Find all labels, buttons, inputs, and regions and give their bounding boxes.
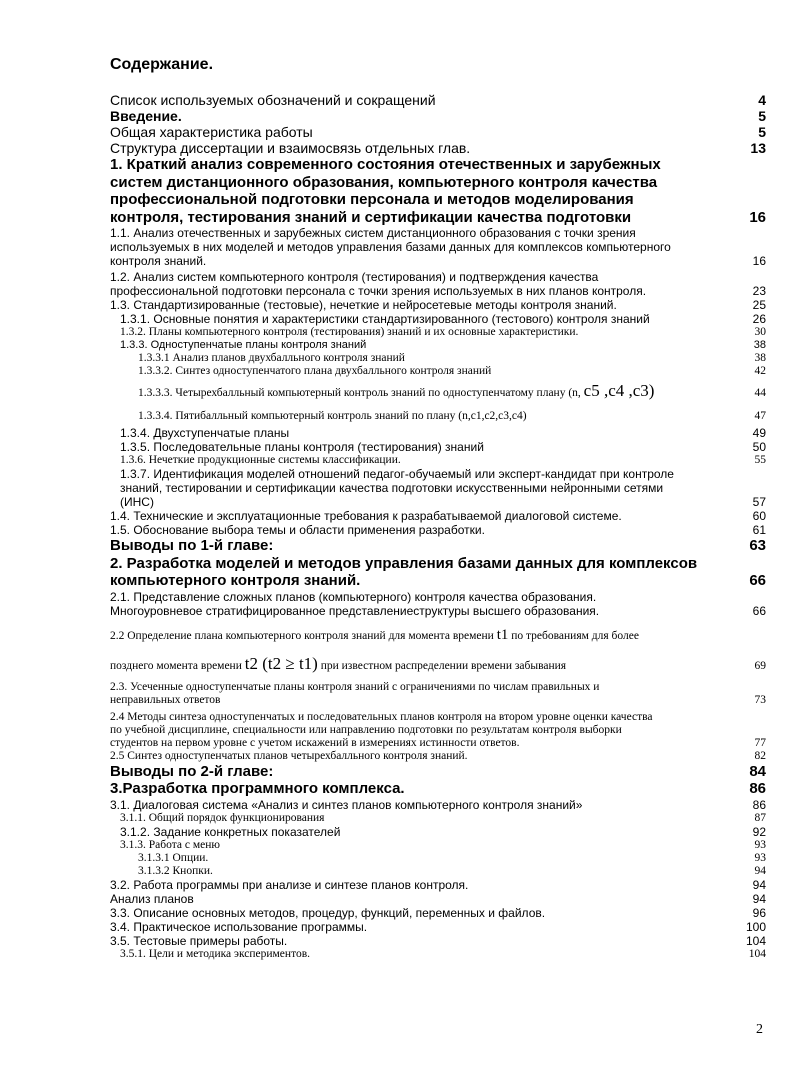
entry-page: 104 bbox=[745, 933, 766, 948]
toc-chapter-2[interactable] bbox=[110, 555, 766, 590]
toc-chapter-1[interactable] bbox=[110, 156, 766, 226]
entry-title: неправильных ответов bbox=[110, 693, 221, 706]
toc-chapter-3[interactable] bbox=[110, 780, 766, 798]
entry-line: 2. Разработка моделей и методов управления базами данных для комплексов bbox=[110, 554, 698, 572]
entry-title: 3.5. Тестовые примеры работы. bbox=[110, 933, 288, 948]
toc-conclusions-2[interactable] bbox=[110, 763, 766, 781]
entry-page: 60 bbox=[752, 509, 766, 523]
toc-entry[interactable] bbox=[120, 339, 766, 352]
toc-heading: Содержание. bbox=[110, 56, 214, 73]
entry-title: профессиональной подготовки персонала с точки зрения используемых в них планов контроля. bbox=[110, 284, 647, 298]
toc-entry[interactable] bbox=[110, 750, 766, 763]
entry-line: знаний, тестировании и сертификации качества подготовки искусственными нейронными сетями bbox=[120, 481, 664, 495]
entry-page: 49 bbox=[752, 426, 766, 440]
entry-page: 94 bbox=[752, 891, 766, 906]
toc-entry[interactable] bbox=[110, 878, 766, 892]
entry-page: 100 bbox=[745, 919, 766, 934]
toc-entry[interactable] bbox=[110, 906, 766, 920]
toc-entry[interactable] bbox=[110, 270, 766, 298]
entry-title: 1.4. Технические и эксплуатационные требования к разрабатываемой диалоговой системе. bbox=[110, 509, 622, 523]
entry-line: 1.3.7. Идентификация моделей отношений педагог-обучаемый или эксперт-кандидат при контроле bbox=[120, 467, 674, 481]
toc-entry[interactable] bbox=[110, 920, 766, 934]
entry-title: Многоуровневое стратифицированное представлениеструктуры высшего образования. bbox=[110, 603, 600, 618]
entry-title: 3.5.1. Цели и методика экспериментов. bbox=[120, 947, 310, 960]
toc-entry[interactable] bbox=[138, 406, 766, 426]
entry-page: 23 bbox=[752, 284, 766, 298]
formula: t2 (t2 ≥ t1) bbox=[244, 653, 318, 673]
entry-page: 42 bbox=[754, 365, 766, 377]
toc-entry[interactable] bbox=[110, 298, 766, 312]
formula: (n,c1,c2,c3,c4) bbox=[458, 410, 527, 422]
toc-entry[interactable] bbox=[120, 312, 766, 326]
toc-entry[interactable] bbox=[120, 825, 766, 839]
entry-title: (ИНС) bbox=[120, 495, 154, 509]
entry-page: 92 bbox=[752, 824, 766, 839]
toc-entry[interactable] bbox=[120, 326, 766, 339]
entry-title bbox=[110, 649, 566, 681]
entry-title: Структура диссертации и взаимосвязь отдельных глав. bbox=[110, 140, 471, 156]
entry-title: 1.3. Стандартизированные (тестовые), нечеткие и нейросетевые методы контроля знаний. bbox=[110, 298, 617, 312]
entry-title: 1.3.4. Двухступенчатые планы bbox=[120, 426, 290, 440]
entry-page: 96 bbox=[752, 905, 766, 920]
page-number: 2 bbox=[756, 1022, 763, 1037]
entry-title: Выводы по 1-й главе: bbox=[110, 537, 274, 554]
entry-page: 94 bbox=[754, 864, 766, 877]
entry-title: 3.1.3.1 Опции. bbox=[138, 851, 209, 864]
entry-title: 1.5. Обоснование выбора темы и области применения разработки. bbox=[110, 523, 485, 537]
entry-line: 2.1. Представление сложных планов (компьютерного) контроля качества образования. bbox=[110, 589, 597, 604]
entry-title: студентов на первом уровне с учетом искажений в измерениях истинности ответов. bbox=[110, 736, 520, 749]
entry-page: 5 bbox=[758, 108, 766, 124]
entry-page: 104 bbox=[748, 947, 766, 960]
entry-page: 5 bbox=[758, 124, 766, 140]
entry-text: позднего момента времени bbox=[110, 659, 242, 672]
toc-entry[interactable] bbox=[110, 681, 766, 707]
entry-text: по требованиям для более bbox=[511, 629, 639, 642]
entry-page: 77 bbox=[754, 736, 766, 749]
toc-entry[interactable] bbox=[110, 108, 766, 124]
entry-page: 87 bbox=[754, 811, 766, 824]
entry-text: 2.2 Определение плана компьютерного контроля знаний для момента времени bbox=[110, 629, 494, 642]
entry-page: 38 bbox=[753, 339, 766, 351]
entry-page: 38 bbox=[754, 352, 766, 364]
entry-page: 69 bbox=[754, 659, 766, 672]
toc-entry[interactable] bbox=[110, 92, 766, 108]
toc-entry[interactable] bbox=[120, 812, 766, 825]
toc-entry[interactable] bbox=[110, 892, 766, 906]
toc-entry[interactable] bbox=[138, 852, 766, 865]
entry-page: 61 bbox=[752, 523, 766, 537]
entry-page: 57 bbox=[752, 495, 766, 509]
entry-line: 1.1. Анализ отечественных и зарубежных систем дистанционного образования с точки зрения bbox=[110, 226, 636, 240]
entry-title: 1.3.1. Основные понятия и характеристики стандартизированного (тестового) контроля знаний bbox=[120, 312, 650, 326]
entry-page: 47 bbox=[754, 410, 766, 422]
toc-entry[interactable] bbox=[110, 140, 766, 156]
entry-title: компьютерного контроля знаний. bbox=[110, 572, 361, 589]
entry-line: используемых в них моделей и методов управления базами данных для комплексов компьютерного bbox=[110, 240, 671, 254]
toc-entry[interactable] bbox=[110, 934, 766, 948]
entry-title: 1.3.6. Нечеткие продукционные системы классификации. bbox=[120, 454, 401, 466]
toc-entry[interactable] bbox=[120, 426, 766, 440]
entry-page: 55 bbox=[754, 454, 766, 466]
entry-title: 3.1.3.2 Кнопки. bbox=[138, 864, 213, 877]
entry-title-text: 1.3.3.4. Пятибалльный компьютерный контроль знаний по плану bbox=[138, 410, 456, 422]
entry-title: 1.3.2. Планы компьютерного контроля (тестирования) знаний и их основные характеристики. bbox=[120, 326, 579, 338]
entry-title: контроля, тестирования знаний и сертификации качества подготовки bbox=[110, 208, 632, 226]
entry-title: 1.3.5. Последовательные планы контроля (тестирования) знаний bbox=[120, 440, 484, 454]
entry-page: 86 bbox=[749, 780, 766, 797]
entry-text: при известном распределении времени забывания bbox=[320, 659, 567, 672]
entry-page: 50 bbox=[752, 440, 766, 454]
entry-title: 3.1. Диалоговая система «Анализ и синтез планов компьютерного контроля знаний» bbox=[110, 797, 583, 812]
toc-entry[interactable] bbox=[110, 509, 766, 523]
toc-entry[interactable] bbox=[110, 798, 766, 812]
toc-entry[interactable] bbox=[110, 226, 766, 268]
toc-entry[interactable] bbox=[110, 624, 766, 681]
entry-line: 1. Краткий анализ современного состояния отечественных и зарубежных bbox=[110, 156, 661, 173]
formula: c5 ,c4 ,c3) bbox=[583, 381, 655, 400]
entry-line: профессиональной подготовки персонала и методов моделирования bbox=[110, 191, 634, 208]
toc-entry[interactable] bbox=[110, 523, 766, 537]
entry-title: 3.Разработка программного комплекса. bbox=[110, 780, 405, 797]
entry-page: 84 bbox=[749, 762, 766, 780]
toc-entry[interactable] bbox=[110, 124, 766, 140]
entry-page: 93 bbox=[754, 851, 766, 864]
toc-conclusions-1[interactable] bbox=[110, 537, 766, 555]
entry-line: 2.3. Усеченные одноступенчатые планы контроля знаний с ограничениями по числам правильных и bbox=[110, 680, 600, 693]
toc-entry[interactable] bbox=[120, 440, 766, 454]
entry-title: 3.1.2. Задание конкретных показателей bbox=[120, 824, 341, 839]
entry-page: 93 bbox=[754, 838, 766, 851]
entry-line: 2.4 Методы синтеза одноступенчатых и последовательных планов контроля на втором уровне оценки качества bbox=[110, 710, 653, 723]
entry-line: по учебной дисциплине, специальности или направлению подготовки по результатам контроля выборки bbox=[110, 723, 622, 736]
entry-title: 3.3. Описание основных методов, процедур, функций, переменных и файлов. bbox=[110, 905, 546, 920]
toc-entry[interactable] bbox=[120, 948, 766, 961]
toc-entry[interactable] bbox=[120, 454, 766, 467]
entry-title: Общая характеристика работы bbox=[110, 124, 313, 140]
entry-page: 4 bbox=[758, 92, 766, 108]
entry-line: 1.2. Анализ систем компьютерного контроля (тестирования) и подтверждения качества bbox=[110, 270, 599, 284]
toc-entry[interactable] bbox=[138, 365, 766, 378]
entry-page: 26 bbox=[752, 312, 766, 326]
toc-entry[interactable] bbox=[138, 378, 766, 406]
entry-title: 1.3.3.2. Синтез одноступенчатого плана двухбалльного контроля знаний bbox=[138, 365, 492, 377]
toc-entry[interactable] bbox=[110, 590, 766, 618]
entry-page: 63 bbox=[749, 537, 766, 554]
entry-title: 2.5 Синтез одноступенчатых планов четырехбалльного контроля знаний. bbox=[110, 749, 468, 762]
entry-title: 1.3.3. Одноступенчатые планы контроля знаний bbox=[120, 339, 367, 351]
entry-page: 44 bbox=[754, 387, 766, 399]
entry-page: 94 bbox=[752, 877, 766, 892]
entry-title: Список используемых обозначений и сокращений bbox=[110, 92, 436, 108]
entry-title: 3.2. Работа программы при анализе и синтезе планов контроля. bbox=[110, 877, 469, 892]
entry-title bbox=[138, 406, 527, 426]
entry-page: 66 bbox=[749, 572, 766, 589]
toc-entry[interactable] bbox=[138, 352, 766, 365]
entry-page: 82 bbox=[754, 749, 766, 762]
toc-entry[interactable] bbox=[120, 467, 766, 509]
entry-title: 3.1.3. Работа с меню bbox=[120, 838, 220, 851]
formula: t1 bbox=[496, 626, 509, 643]
entry-title bbox=[138, 378, 654, 406]
toc-entry[interactable] bbox=[110, 711, 766, 750]
entry-page: 16 bbox=[749, 208, 766, 226]
entry-title: 3.1.1. Общий порядок функционирования bbox=[120, 811, 325, 824]
entry-title: контроля знаний. bbox=[110, 254, 207, 268]
entry-line: систем дистанционного образования, компьютерного контроля качества bbox=[110, 173, 658, 191]
entry-title: 3.4. Практическое использование программы. bbox=[110, 919, 368, 934]
entry-page: 86 bbox=[752, 797, 766, 812]
entry-title: Выводы по 2-й главе: bbox=[110, 762, 274, 780]
entry-title-text: 1.3.3.3. Четырехбалльный компьютерный контроль знаний по одноступенчатому плану (n, bbox=[138, 387, 581, 399]
entry-page: 16 bbox=[752, 254, 766, 268]
entry-title: 1.3.3.1 Анализ планов двухбалльного контроля знаний bbox=[138, 352, 405, 364]
entry-page: 73 bbox=[754, 693, 766, 706]
entry-title: Анализ планов bbox=[110, 891, 194, 906]
entry-page: 25 bbox=[752, 298, 766, 312]
entry-line bbox=[110, 624, 766, 647]
entry-page: 30 bbox=[754, 326, 766, 338]
toc-entry[interactable] bbox=[138, 865, 766, 878]
toc-entry[interactable] bbox=[120, 839, 766, 852]
entry-page: 13 bbox=[750, 140, 766, 156]
table-of-contents bbox=[110, 92, 766, 961]
entry-page: 66 bbox=[752, 603, 766, 618]
entry-title: Введение. bbox=[110, 108, 182, 124]
